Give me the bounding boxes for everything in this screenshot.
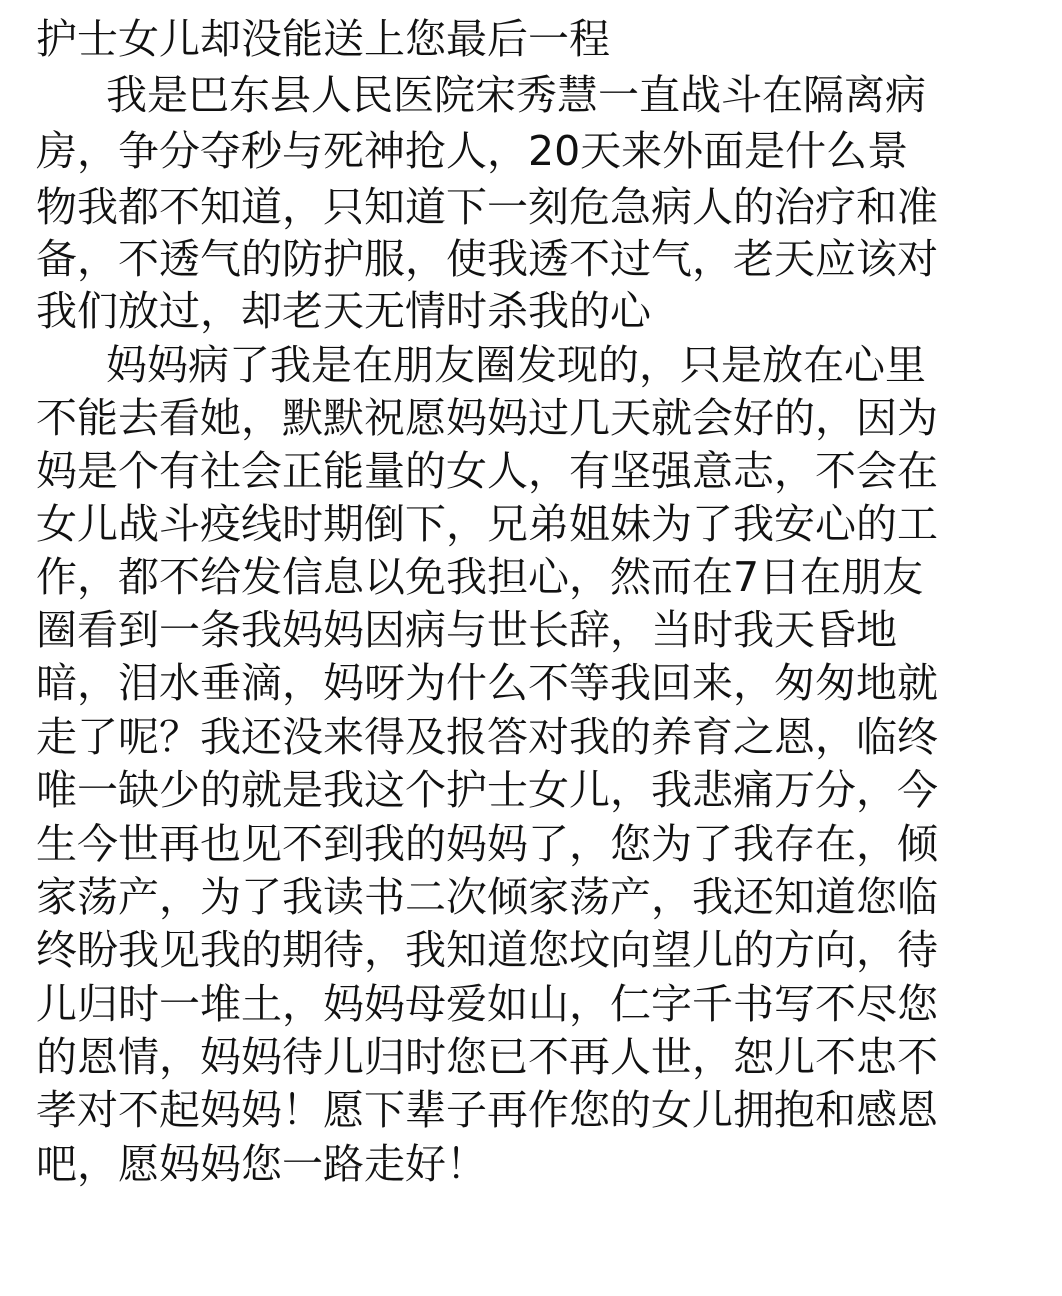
paragraph-line-10: 作，都不给发信息以免我担心，然而在7日在朋友	[36, 553, 924, 601]
paragraph-line-20: 孝对不起妈妈！愿下辈子再作您的女儿拥抱和感恩	[36, 1086, 938, 1134]
paragraph-line-8: 妈是个有社会正能量的女人，有坚强意志，不会在	[36, 447, 938, 495]
document-title: 护士女儿却没能送上您最后一程	[36, 15, 610, 63]
paragraph-line-5: 我们放过，却老天无情时杀我的心	[36, 287, 651, 335]
paragraph-line-4: 备，不透气的防护服，使我透不过气，老天应该对	[36, 235, 938, 283]
paragraph-line-15: 生今世再也见不到我的妈妈了，您为了我存在，倾	[36, 820, 938, 868]
paragraph-line-14: 唯一缺少的就是我这个护士女儿，我悲痛万分，今	[36, 766, 938, 814]
paragraph-line-21: 吧，愿妈妈您一路走好！	[36, 1140, 487, 1188]
paragraph-line-13: 走了呢？我还没来得及报答对我的养育之恩，临终	[36, 713, 938, 761]
paragraph-line-9: 女儿战斗疫线时期倒下，兄弟姐妹为了我安心的工	[36, 500, 938, 548]
paragraph-line-12: 暗，泪水垂滴，妈呀为什么不等我回来，匆匆地就	[36, 659, 938, 707]
paragraph-line-2: 房，争分夺秒与死神抢人，20天来外面是什么景	[36, 127, 909, 175]
paragraph-line-11: 圈看到一条我妈妈因病与世长辞，当时我天昏地	[36, 606, 897, 654]
paragraph-line-19: 的恩情，妈妈待儿归时您已不再人世，恕儿不忠不	[36, 1033, 938, 1081]
paragraph-line-7: 不能去看她，默默祝愿妈妈过几天就会好的，因为	[36, 394, 938, 442]
paragraph-line-6: 妈妈病了我是在朋友圈发现的，只是放在心里	[106, 341, 926, 389]
paragraph-line-17: 终盼我见我的期待，我知道您坟向望儿的方向，待	[36, 926, 938, 974]
paragraph-line-3: 物我都不知道，只知道下一刻危急病人的治疗和准	[36, 183, 938, 231]
cropped-top-text	[36, 0, 76, 8]
paragraph-line-16: 家荡产，为了我读书二次倾家荡产，我还知道您临	[36, 873, 938, 921]
paragraph-line-18: 儿归时一堆土，妈妈母爱如山，仁字千书写不尽您	[36, 980, 938, 1028]
paragraph-line-1: 我是巴东县人民医院宋秀慧一直战斗在隔离病	[106, 71, 926, 119]
